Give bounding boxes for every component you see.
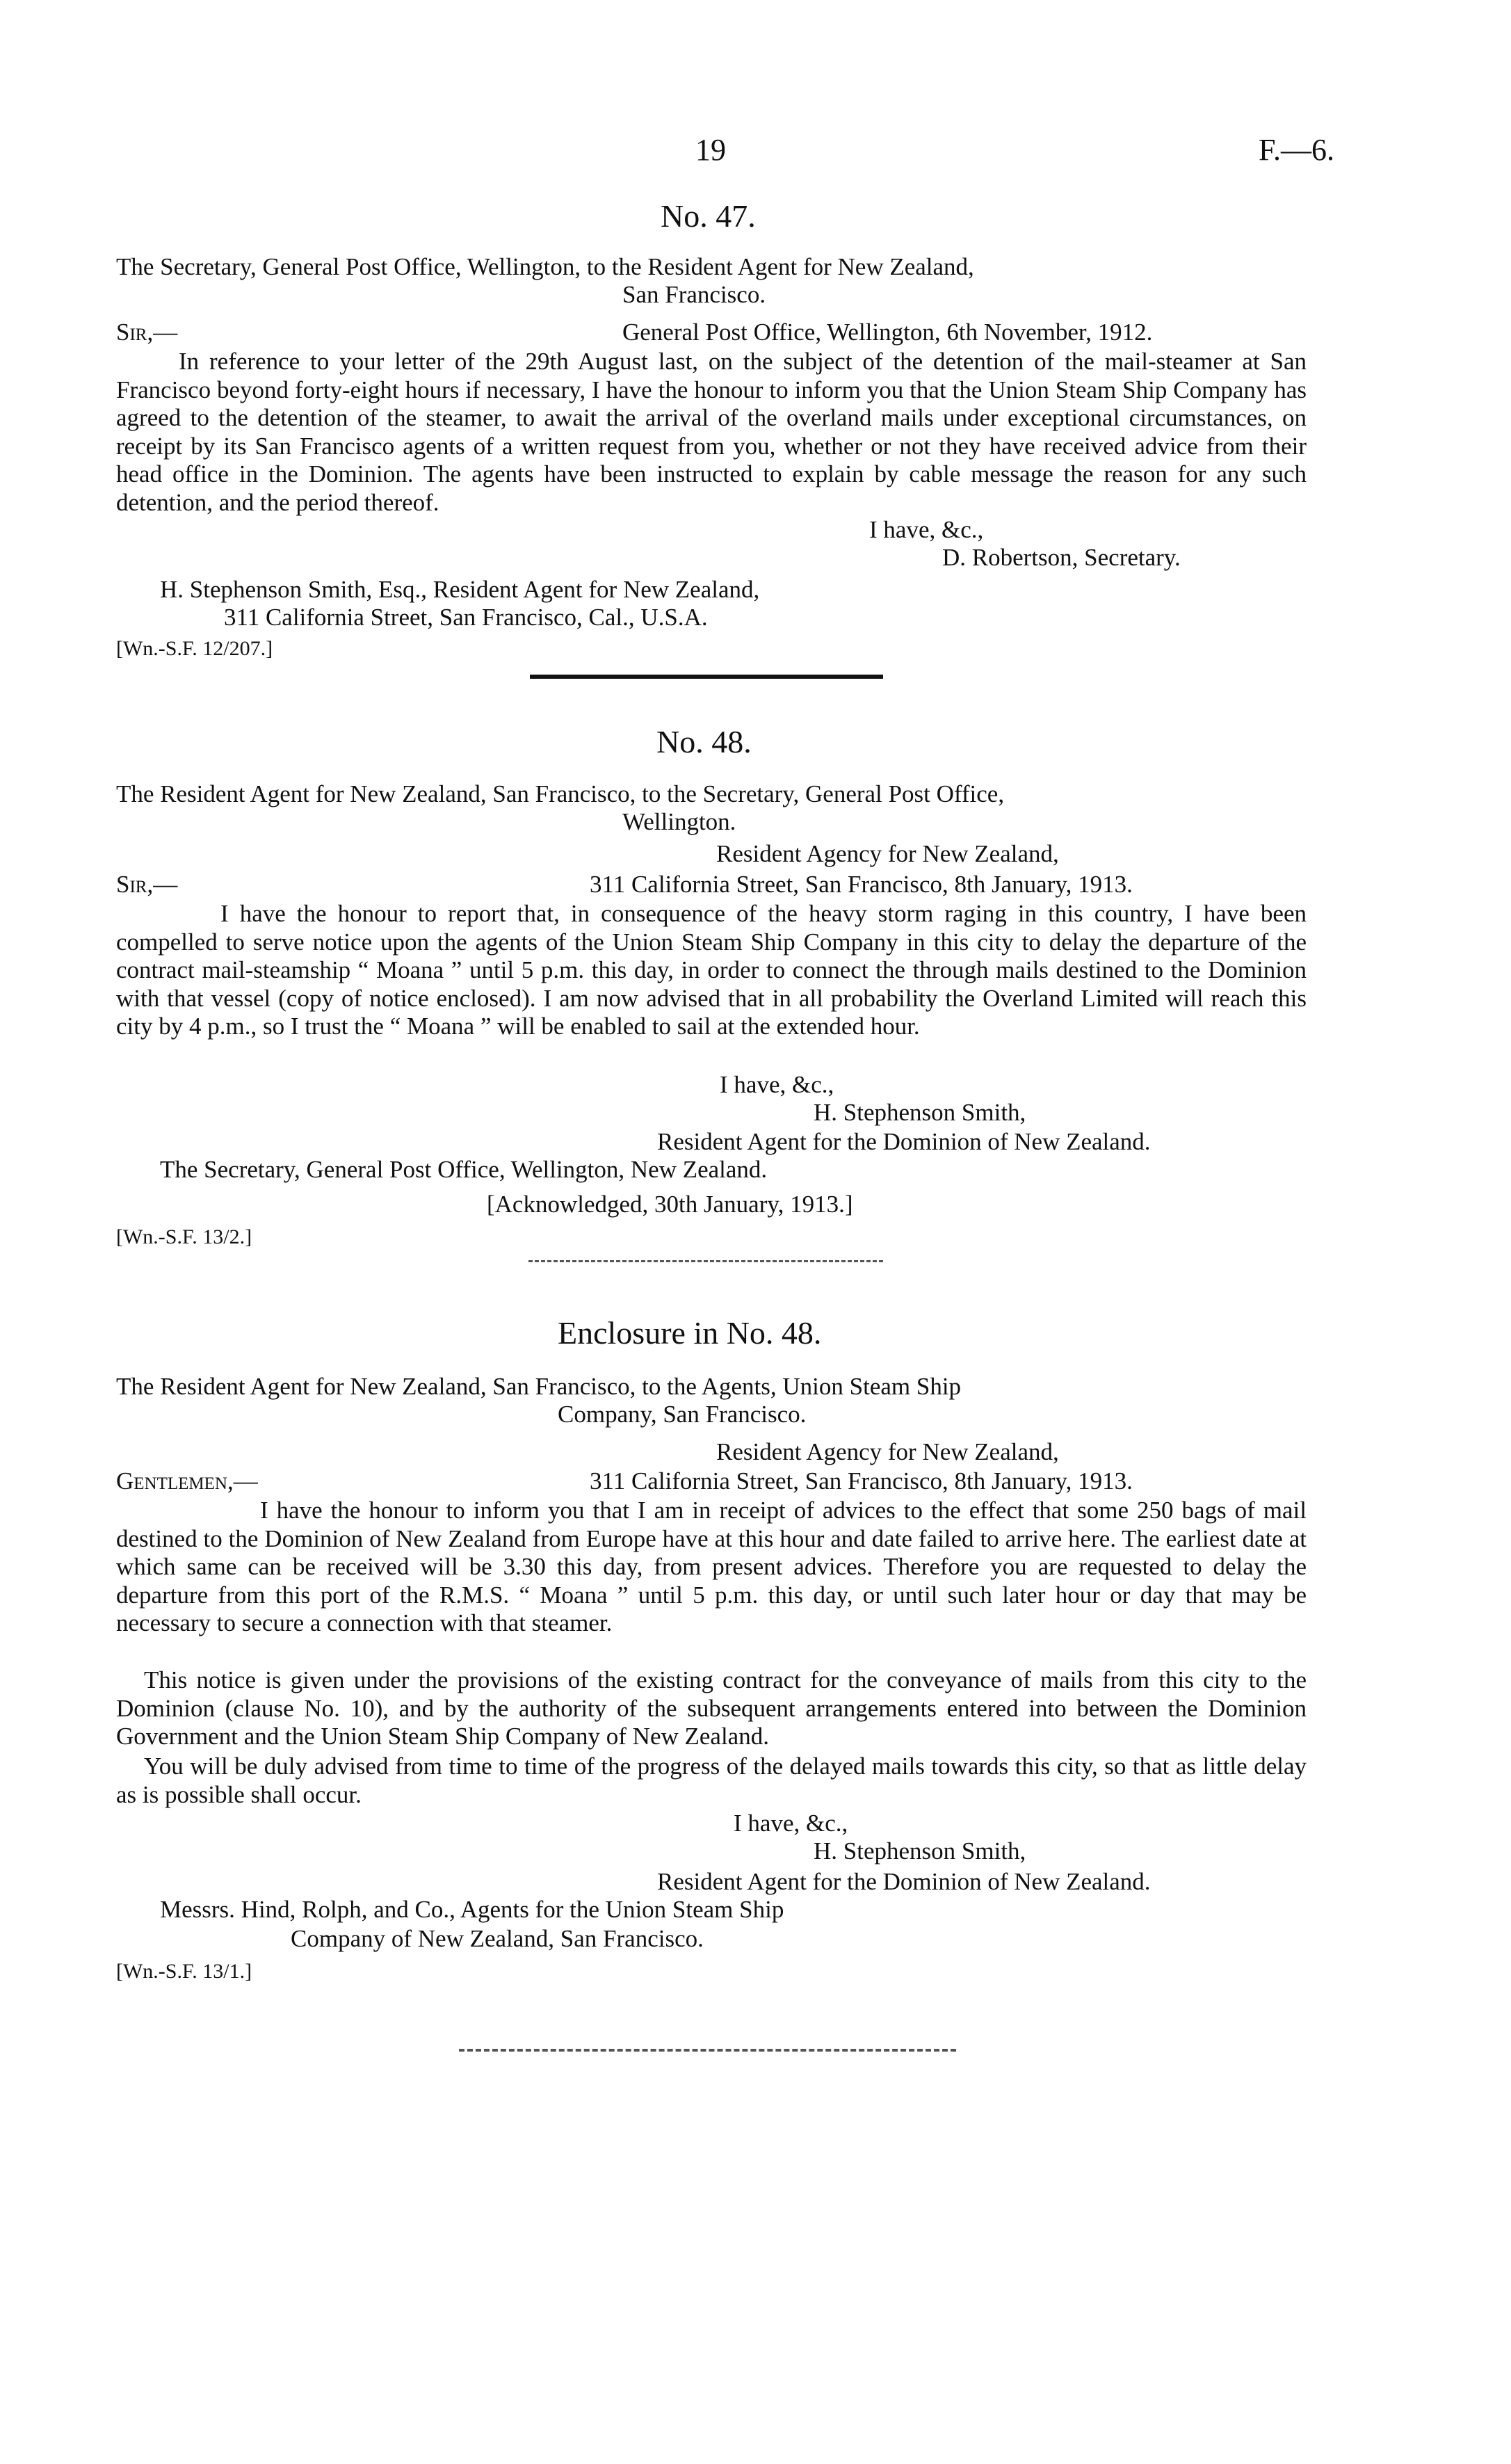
- enclosure-closing: I have, &c.,: [734, 1810, 848, 1837]
- enclosure-signature-name: H. Stephenson Smith,: [814, 1837, 1026, 1865]
- letter-48-addressee: The Secretary, General Post Office, Wellington, New Zealand.: [160, 1156, 768, 1183]
- letter-48-from-line-2: Wellington.: [622, 808, 736, 835]
- letter-48-signature-title: Resident Agent for the Dominion of New Zealand.: [657, 1128, 1151, 1155]
- enclosure-salutation: Gentlemen,—: [116, 1467, 258, 1495]
- letter-48-heading: No. 48.: [656, 724, 752, 759]
- letter-47-signature: D. Robertson, Secretary.: [942, 544, 1181, 571]
- letter-48-address-line-1: Resident Agency for New Zealand,: [716, 840, 1059, 867]
- enclosure-file-reference: [Wn.-S.F. 13/1.]: [116, 1960, 252, 1983]
- letter-48-file-reference: [Wn.-S.F. 13/2.]: [116, 1225, 252, 1248]
- enclosure-paragraph-1: I have the honour to inform you that I am in receipt of advices to the effect that some 250 bags of mail destined to the Dominion of New Zealand from Europe have at this hour and date failed to arrive here. The earliest date at which same can be received will be 3.30 this day, from present advices. Therefore you are requested to delay the departure from this port of the R.M.S. “ Moana ” until 5 p.m. this day, or until such later hour or day that may be necessary to secure a connection with that steamer.: [116, 1497, 1307, 1636]
- letter-47-from-line-2: San Francisco.: [622, 281, 766, 308]
- letter-47-salutation: Sir,—: [116, 319, 178, 346]
- enclosure-from-line-2: Company, San Francisco.: [558, 1401, 807, 1428]
- letter-48-acknowledged: [Acknowledged, 30th January, 1913.]: [487, 1191, 853, 1218]
- letter-47-dateline: General Post Office, Wellington, 6th November, 1912.: [622, 319, 1153, 346]
- letter-48-salutation: Sir,—: [116, 871, 178, 898]
- enclosure-from-line-1: The Resident Agent for New Zealand, San Francisco, to the Agents, Union Steam Ship: [116, 1373, 962, 1400]
- letter-47-addressee-line-1: H. Stephenson Smith, Esq., Resident Agent for New Zealand,: [160, 576, 760, 603]
- letter-48-body: I have the honour to report that, in consequence of the heavy storm raging in this country, I have been compelled to serve notice upon the agents of the Union Steam Ship Company in this city to delay the departure of the contract mail-steamship “ Moana ” until 5 p.m. this day, in order to connect the through mails destined to the Dominion with that vessel (copy of notice enclosed). I am now advised that in all probability the Overland Limited will reach this city by 4 p.m., so I trust the “ Moana ” will be enabled to sail at the extended hour.: [116, 900, 1307, 1040]
- section-divider: [530, 675, 883, 679]
- letter-48-closing: I have, &c.,: [720, 1071, 834, 1098]
- letter-47-body: In reference to your letter of the 29th August last, on the subject of the detention of the mail-steamer at San Francisco beyond forty-eight hours if necessary, I have the honour to inform you that the Union Steam Ship Company has agreed to the detention of the steamer, to await the arrival of the overland mails under exceptional circumstances, on receipt by its San Francisco agents of a written request from you, whether or not they have received advice from their head office in the Dominion. The agents have been instructed to explain by cable message the reason for any such detention, and the period thereof.: [116, 348, 1307, 516]
- letter-47-heading: No. 47.: [661, 198, 756, 234]
- page-number: 19: [695, 133, 726, 167]
- enclosure-heading: Enclosure in No. 48.: [558, 1315, 822, 1351]
- letter-48-signature-name: H. Stephenson Smith,: [814, 1099, 1026, 1126]
- document-reference: F.—6.: [1259, 133, 1334, 167]
- letter-47-addressee-line-2: 311 California Street, San Francisco, Cal., U.S.A.: [224, 604, 708, 631]
- letter-47-file-reference: [Wn.-S.F. 12/207.]: [116, 637, 273, 660]
- enclosure-addressee-line-2: Company of New Zealand, San Francisco.: [291, 1925, 704, 1952]
- letter-47-from-line-1: The Secretary, General Post Office, Wellington, to the Resident Agent for New Zealand,: [116, 253, 974, 280]
- page-end-divider: [459, 2049, 956, 2052]
- enclosure-dateline: 311 California Street, San Francisco, 8th January, 1913.: [590, 1467, 1133, 1495]
- enclosure-paragraph-3: You will be duly advised from time to time of the progress of the delayed mails towards this city, so that as little delay as is possible shall occur.: [116, 1753, 1307, 1808]
- letter-48-from-line-1: The Resident Agent for New Zealand, San Francisco, to the Secretary, General Post Office,: [116, 780, 1005, 807]
- letter-48-dateline: 311 California Street, San Francisco, 8th January, 1913.: [590, 871, 1133, 898]
- enclosure-address-line-1: Resident Agency for New Zealand,: [716, 1438, 1059, 1465]
- section-divider: [528, 1260, 883, 1262]
- enclosure-signature-title: Resident Agent for the Dominion of New Zealand.: [657, 1868, 1151, 1895]
- enclosure-addressee-line-1: Messrs. Hind, Rolph, and Co., Agents for the Union Steam Ship: [160, 1896, 784, 1923]
- enclosure-paragraph-2: This notice is given under the provisions of the existing contract for the conveyance of mails from this city to the Dominion (clause No. 10), and by the authority of the subsequent arrangements entered into between the Dominion Government and the Union Steam Ship Company of New Zealand.: [116, 1666, 1307, 1750]
- letter-47-closing: I have, &c.,: [869, 516, 984, 543]
